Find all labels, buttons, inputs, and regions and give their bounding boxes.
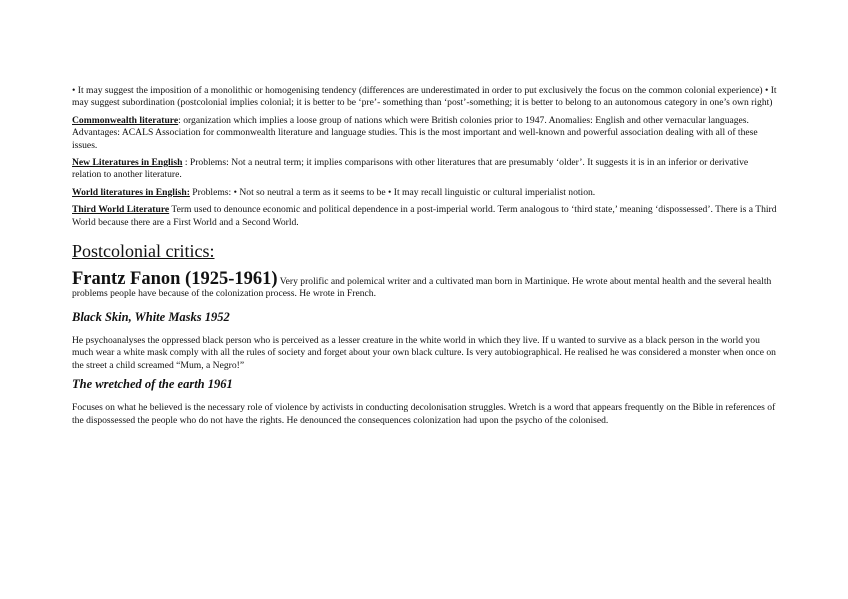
definition-text: Problems: • Not so neutral a term as it seems to be • It may recall linguistic or cultural imperialist notion. <box>189 186 596 198</box>
definition-world-literatures-in-english <box>72 187 778 199</box>
work-title-black-skin-white-masks: Black Skin, White Masks 1952 <box>72 309 230 324</box>
definition-text: : Problems: Not a neutral term; it implies comparisons with other literatures that are presumably ‘older’. It suggests it is in an inferior or derivative relation to another literature. <box>72 157 749 181</box>
definition-commonwealth-literature <box>72 115 778 152</box>
intro-paragraph: • It may suggest the imposition of a monolithic or homogenising tendency (differences are underestimated in order to put exclusively the focus on the common colonial experience) • It may suggest subordination (postcolonial implies colonial; it is better to be ‘pre’- something than ‘post’-something; it is better to belong to an autonomous category in one’s own right) <box>72 85 777 109</box>
definition-new-literatures-in-english <box>72 157 778 182</box>
work-text-wretched-of-the-earth: Focuses on what he believed is the necessary role of violence by activists in conducting decolonisation struggles. Wretch is a word that appears frequently on the Bible in references of the dispossessed the people who do not have the rights. He denounced the consequences colonization had upon the psycho of the colonised. <box>72 402 776 426</box>
work-text-black-skin-white-masks: He psychoanalyses the oppressed black person who is perceived as a lesser creature in the white world in which they live. If u wanted to survive as a black person in the world you much wear a white mask comply with all the rules of society and forget about your own black culture. Is very autobiographical. He realised he was considered a monster when once on the street a child screamed “Mum, a Negro!” <box>72 334 776 371</box>
section-heading: Postcolonial critics: <box>72 241 215 262</box>
definition-term: New Literatures in English <box>72 157 183 169</box>
fanon-description: Very prolific and polemical writer and a cultivated man born in Martinique. He wrote about mental health and the several health problems people have because of the colonization process. He wrote in French. <box>72 276 772 300</box>
definition-text: Term used to denounce economic and political dependence in a post-imperial world. Term analogous to ‘third state,’ meaning ‘dispossessed’. There is a Third World because there are a First World and a Second World. <box>72 204 777 228</box>
definition-third-world-literature <box>72 204 778 229</box>
definition-term: World literatures in English: <box>72 186 190 198</box>
work-title-wretched-of-the-earth: The wretched of the earth 1961 <box>72 377 233 392</box>
definition-text: : organization which implies a loose group of nations which were British colonies prior to 1947. Anomalies: English and other vernacular languages. Advantages: ACALS Association for commonwealth literature and language studies. This is the most important and well-known and powerful association dealing with all of these issues. <box>72 114 758 151</box>
fanon-paragraph <box>72 269 778 301</box>
definition-term: Commonwealth literature <box>72 114 179 126</box>
definition-term: Third World Literature <box>72 204 170 216</box>
fanon-name: Frantz Fanon (1925-1961) <box>72 269 278 290</box>
document-page <box>72 85 778 432</box>
